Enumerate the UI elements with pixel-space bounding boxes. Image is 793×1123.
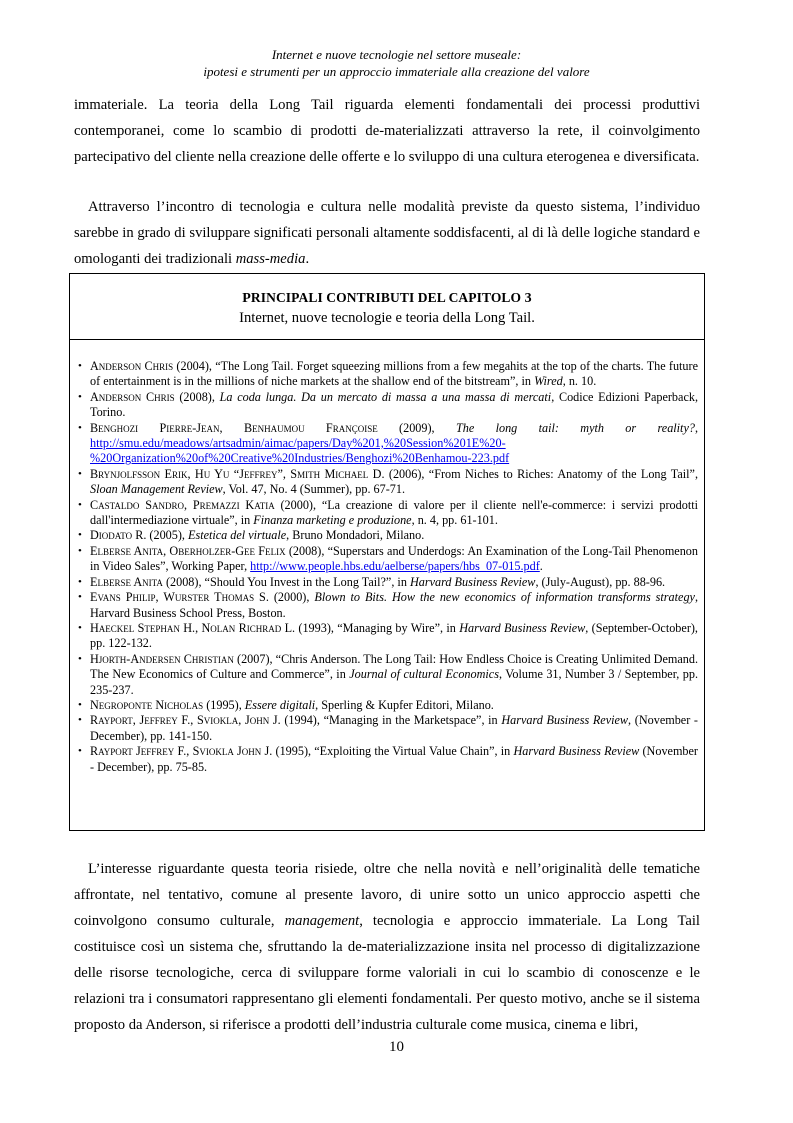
reference-item <box>78 698 698 713</box>
reference-item <box>78 621 698 652</box>
reference-author: Elberse Anita, Oberholzer-Gee Felix <box>90 543 286 558</box>
reference-text: J. (1994), “Managing in the Marketspace”, in <box>269 713 502 728</box>
box-title-chapter-number: 3 <box>524 291 532 306</box>
reference-title: Blown to Bits. How the new economics of information transforms strategy <box>314 590 695 605</box>
reference-title: Harvard Business Review <box>513 744 640 759</box>
reference-text: , (July-August), pp. 88-96. <box>535 574 666 589</box>
reference-text: , (September-October), pp. 122-132. <box>90 620 698 651</box>
reference-text: H., <box>179 620 202 635</box>
reference-text: , <box>694 420 698 435</box>
reference-text: , Volume 31, Number 3 / September, pp. 235-237. <box>90 667 698 697</box>
reference-title: Essere digitali <box>244 697 316 712</box>
chapter-contributions-box <box>69 273 705 831</box>
reference-text: (1995), <box>203 697 245 712</box>
reference-text: , Vol. 47, No. 4 (Summer), pp. 67-71. <box>222 482 406 497</box>
reference-author: Anderson Chris <box>90 359 174 373</box>
reference-title: The long tail: myth or reality? <box>455 420 695 435</box>
reference-author: Castaldo Sandro, Premazzi Katia <box>90 497 275 512</box>
paragraph-interest <box>74 856 700 1038</box>
reference-text: (2000), “La creazione di valore per il cliente nell'e-commerce: i servizi prodotti dall'intermediazione virtuale”, in <box>90 497 698 528</box>
box-header <box>70 274 704 340</box>
reference-text: (2009), <box>377 420 456 435</box>
reference-text: (2008), <box>174 389 220 404</box>
reference-text: F., <box>174 744 193 759</box>
running-header <box>0 46 793 80</box>
reference-link[interactable]: http://www.people.hbs.edu/aelberse/papers/hbs_07-015.pdf <box>250 559 540 574</box>
reference-text: (2006), “From Niches to Riches: Anatomy of the Long Tail”, <box>384 466 698 481</box>
reference-author: Elberse Anita <box>90 574 163 589</box>
reference-text: , Sperling & Kupfer Editori, Milano. <box>315 697 494 712</box>
paragraph-text: L’interesse riguardante questa teoria risiede, oltre che nella novità e nell’originalità delle tematiche affrontate, nel tentativo, comune al presente lavoro, di unire sotto un unico approccio aspetti che coinvolgono consumo culturale, <box>74 861 700 929</box>
reference-text: (2008), “Superstars and Underdogs: An Examination of the Long-Tail Phenomenon in Video Sales”, Working Paper, <box>90 543 698 574</box>
reference-text: , Codice Edizioni Paperback, Torino. <box>90 389 698 420</box>
reference-text: J. (1995), “Exploiting the Virtual Value Chain”, in <box>261 744 514 759</box>
reference-title: Estetica del virtuale <box>188 528 287 543</box>
reference-author: Rayport, Jeffrey <box>90 713 178 728</box>
reference-title: Harvard Business Review <box>409 574 536 589</box>
reference-author: Sviokla John <box>192 744 262 759</box>
reference-list <box>70 340 704 775</box>
box-title-initial: P <box>242 291 251 306</box>
reference-text: , Harvard Business School Press, Boston. <box>90 590 698 620</box>
reference-author: Brynjolfsson Erik, Hu Yu “Jeffrey”, Smith Michael D. <box>90 466 385 481</box>
reference-title: La coda lunga. Da un mercato di massa a una massa di mercati <box>219 389 552 404</box>
reference-title: Harvard Business Review <box>501 713 629 728</box>
reference-item <box>78 467 698 498</box>
reference-item <box>78 575 698 590</box>
paragraph-text: , tecnologia e approccio immateriale. La Long Tail costituisce così un sistema che, sfruttando la de-materializzazione insita nel processo di digitalizzazione delle risorse tecnologiche, cerca di sviluppare forme valoriali in cui lo scambio di conoscenze e le relazioni tra i consumatori rappresentano gli elementi fondamentali. Per questo motivo, anche se il sistema proposto da Anderson, si riferisce a prodotti dell’industria culturale come musica, cinema e libri, <box>74 913 700 1033</box>
reference-item <box>78 544 698 575</box>
reference-item <box>78 421 698 467</box>
reference-author: Evans Philip, Wurster Thomas <box>90 590 255 605</box>
reference-author: Negroponte Nicholas <box>90 697 204 712</box>
emphasis-mass-media: mass-media <box>235 251 306 267</box>
emphasis-management: management <box>284 913 360 929</box>
running-header-line-2: ipotesi e strumenti per un approccio immateriale alla creazione del valore <box>203 64 590 79</box>
reference-link[interactable]: http://smu.edu/meadows/artsadmin/aimac/papers/Day%201,%20Session%201E%20-%20Organization%20of%20Creative%20Industries/Benghozi%20Benhamou-223.pdf <box>90 436 510 466</box>
reference-author: Hjorth-Andersen Christian <box>90 651 234 666</box>
reference-item <box>78 590 698 621</box>
reference-author: Benghozi Pierre-Jean, Benhaumou Françoise <box>90 420 378 435</box>
reference-title: Wired <box>534 374 563 389</box>
reference-text: (2004), “The Long Tail. Forget squeezing millions from a few megahits at the top of the charts. The future of entertainment is in the millions of niche markets at the shallow end of the bitstream”, in <box>90 359 698 389</box>
reference-text: , Bruno Mondadori, Milano. <box>286 528 425 543</box>
reference-text: , n. 4, pp. 61-101. <box>411 513 498 528</box>
reference-item <box>78 359 698 390</box>
reference-text: , n. 10. <box>562 374 597 389</box>
reference-text: (November - December), pp. 75-85. <box>90 744 698 774</box>
reference-title: Journal of cultural Economics <box>349 667 499 682</box>
page-number: 10 <box>389 1039 404 1055</box>
reference-text: L. (1993), “Managing by Wire”, in <box>281 620 460 635</box>
box-title <box>70 290 704 307</box>
reference-title: Finanza marketing e produzione <box>253 513 412 528</box>
reference-item <box>78 498 698 529</box>
reference-text: (2008), “Should You Invest in the Long Tail?”, in <box>162 574 410 589</box>
reference-author: Rayport Jeffrey <box>90 744 175 759</box>
box-subtitle: Internet, nuove tecnologie e teoria della Long Tail. <box>239 310 535 326</box>
reference-text: . <box>539 559 543 574</box>
reference-author: Sviokla, John <box>197 713 270 728</box>
reference-author: Diodato <box>90 528 133 543</box>
reference-author: Haeckel Stephan <box>90 620 180 635</box>
paragraph-technology-culture <box>74 194 700 272</box>
reference-item <box>78 652 698 698</box>
reference-item <box>78 528 698 543</box>
reference-title: Harvard Business Review <box>459 620 586 635</box>
reference-title: Sloan Management Review <box>90 482 223 497</box>
box-title-text: RINCIPALI CONTRIBUTI DEL CAPITOLO <box>250 290 522 305</box>
reference-text: S. (2000), <box>254 590 315 605</box>
running-header-line-1: Internet e nuove tecnologie nel settore museale: <box>271 47 522 62</box>
reference-author: Anderson Chris <box>90 389 175 404</box>
reference-item <box>78 713 698 744</box>
reference-text: R. (2005), <box>132 528 188 543</box>
paragraph-text: . <box>305 251 310 267</box>
reference-text: (2007), “Chris Anderson. The Long Tail: How Endless Choice is Creating Unlimited Demand. The New Economics of Culture and Commerce”, in <box>90 651 698 682</box>
reference-item <box>78 390 698 421</box>
paragraph-text: Attraverso l’incontro di tecnologia e cultura nelle modalità previste da questo sistema, l’individuo sarebbe in grado di sviluppare significati personali altamente soddisfacenti, al di là delle logiche standard e omologanti dei tradizionali <box>74 199 700 267</box>
reference-text: , (November - December), pp. 141-150. <box>90 713 698 743</box>
reference-author: Nolan Richrad <box>201 620 282 635</box>
paragraph-continuation: immateriale. La teoria della Long Tail riguarda elementi fondamentali dei processi produttivi contemporanei, come lo scambio di prodotti de-materializzati attraverso la rete, il coinvolgimento partecipativo del cliente nella creazione delle offerte e lo sviluppo di una cultura eterogenea e diversificata. <box>74 97 700 165</box>
reference-item <box>78 744 698 775</box>
reference-text: F., <box>177 713 197 728</box>
